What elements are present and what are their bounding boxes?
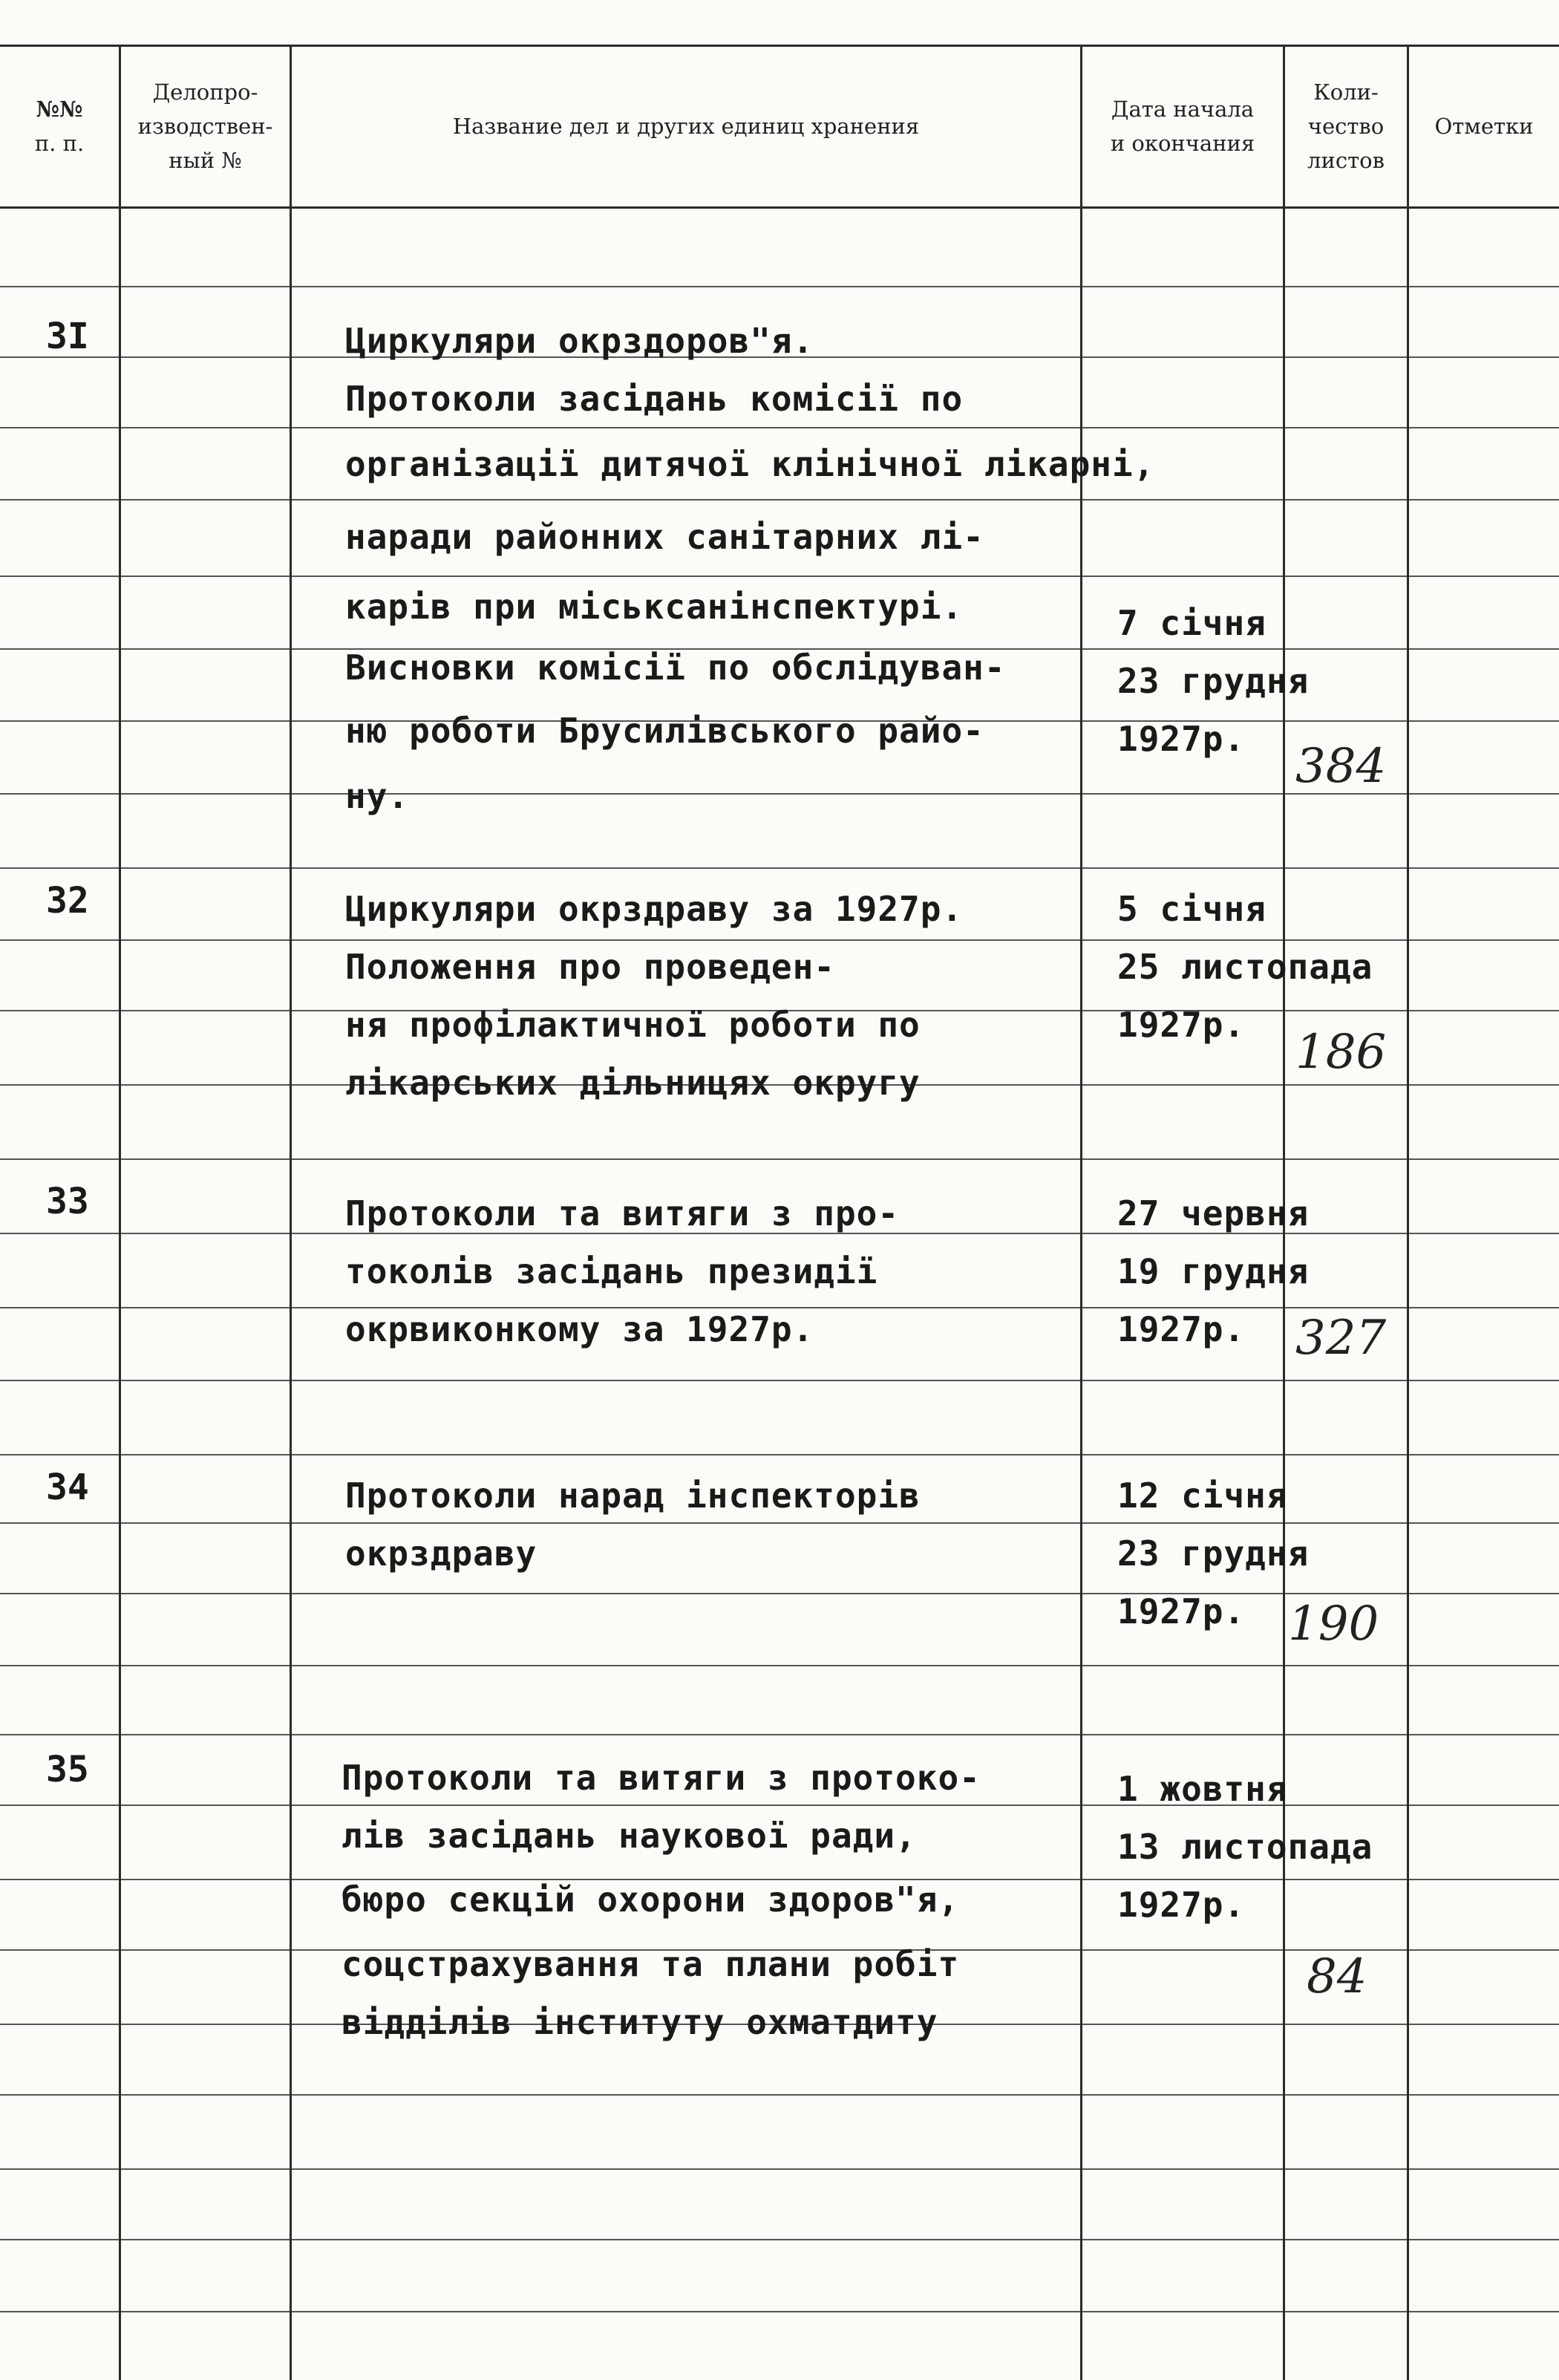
entry-number: 3I bbox=[46, 316, 89, 357]
entry-title bbox=[345, 1184, 899, 1358]
row-rule bbox=[0, 1454, 1559, 1455]
header-sheets-column bbox=[1285, 52, 1407, 200]
entry-start-date: 12 січня bbox=[1117, 1476, 1288, 1516]
header-number-line1: №№ bbox=[36, 97, 83, 122]
entry-title-line: ня профілактичної роботи по bbox=[345, 1005, 921, 1045]
entry-sheet-count: 327 bbox=[1295, 1311, 1387, 1366]
entry-number: 32 bbox=[46, 880, 89, 922]
entry-start-date: 5 січня bbox=[1117, 889, 1267, 929]
entry-year: 1927р. bbox=[1117, 719, 1246, 759]
entry-title-line: бюро секцій охорони здоров"я, bbox=[341, 1879, 960, 1920]
entry-dates bbox=[1117, 1467, 1309, 1640]
entry-title-line: наради районних санітарних лі- bbox=[345, 517, 984, 557]
row-rule bbox=[0, 2168, 1559, 2170]
row-rule bbox=[0, 2094, 1559, 2096]
header-sheets-line1: Коли- bbox=[1313, 79, 1379, 105]
column-rule bbox=[290, 45, 292, 2380]
entry-title bbox=[345, 1467, 921, 1582]
header-sheets-line3: листов bbox=[1307, 148, 1385, 173]
entry-title-line: лікарських дільницях округу bbox=[345, 1063, 921, 1103]
entry-title bbox=[341, 1749, 981, 2051]
entry-title-line: токолів засідань президії bbox=[345, 1251, 878, 1291]
entry-title-line: Циркуляри окрздраву за 1927р. bbox=[345, 889, 964, 929]
entry-title-line: лів засідань наукової ради, bbox=[341, 1816, 917, 1856]
column-rule bbox=[1407, 45, 1409, 2380]
header-sheets-line2: чество bbox=[1307, 114, 1385, 139]
entry-dates bbox=[1117, 594, 1309, 768]
entry-end-date: 19 грудня bbox=[1117, 1251, 1310, 1291]
row-rule bbox=[0, 1158, 1559, 1160]
header-notes-label: Отметки bbox=[1434, 114, 1534, 139]
entry-number: 33 bbox=[46, 1181, 89, 1222]
header-number-column bbox=[0, 52, 119, 200]
entry-title-line: карів при міськсанінспектурі. bbox=[345, 587, 964, 627]
entry-title-line: Протоколи нарад інспекторів bbox=[345, 1476, 921, 1516]
row-rule bbox=[0, 1734, 1559, 1735]
column-rule bbox=[119, 45, 121, 2380]
header-notes-column bbox=[1409, 52, 1559, 200]
header-office-line3: ный № bbox=[169, 148, 242, 173]
header-title-label: Название дел и других единиц хранения bbox=[452, 114, 920, 139]
entry-end-date: 23 грудня bbox=[1117, 661, 1310, 701]
entry-title-line: ну. bbox=[345, 776, 410, 816]
header-top-rule bbox=[0, 45, 1559, 47]
entry-end-date: 25 листопада bbox=[1117, 947, 1373, 987]
row-rule bbox=[0, 867, 1559, 869]
row-rule bbox=[0, 2239, 1559, 2240]
entry-end-date: 13 листопада bbox=[1117, 1827, 1373, 1867]
header-office-number-column bbox=[121, 52, 290, 200]
header-dates-column bbox=[1082, 52, 1283, 200]
entry-title-line: відділів інституту охматдиту bbox=[341, 2002, 938, 2042]
row-rule bbox=[0, 2311, 1559, 2312]
entry-start-date: 1 жовтня bbox=[1117, 1769, 1288, 1809]
row-rule bbox=[0, 286, 1559, 287]
entry-title-line: Протоколи засідань комісії по bbox=[345, 379, 964, 419]
entry-number: 34 bbox=[46, 1467, 89, 1508]
header-dates-line1: Дата начала bbox=[1111, 97, 1255, 122]
entry-title-line: Висновки комісії по обслідуван- bbox=[345, 648, 1006, 688]
entry-title-line: організації дитячої клінічної лікарні, bbox=[345, 444, 1155, 484]
entry-sheet-count: 190 bbox=[1288, 1597, 1379, 1652]
row-rule bbox=[0, 1665, 1559, 1666]
entry-title bbox=[345, 312, 1154, 826]
row-rule bbox=[0, 1380, 1559, 1381]
entry-title-line: Протоколи та витяги з про- bbox=[345, 1193, 900, 1233]
entry-title-line: Положення про проведен- bbox=[345, 947, 835, 987]
entry-title-line: окрвиконкому за 1927р. bbox=[345, 1309, 814, 1349]
header-dates-line2: и окончания bbox=[1110, 131, 1255, 156]
entry-year: 1927р. bbox=[1117, 1309, 1246, 1349]
entry-dates bbox=[1117, 1760, 1373, 1934]
row-rule bbox=[0, 1593, 1559, 1594]
header-bottom-rule bbox=[0, 206, 1559, 209]
header-number-line2: п. п. bbox=[34, 131, 85, 156]
entry-start-date: 27 червня bbox=[1117, 1193, 1310, 1233]
entry-sheet-count: 384 bbox=[1295, 739, 1387, 794]
header-office-line1: Делопро- bbox=[152, 79, 258, 105]
entry-end-date: 23 грудня bbox=[1117, 1533, 1310, 1574]
entry-dates bbox=[1117, 1184, 1309, 1358]
header-title-column bbox=[292, 52, 1080, 200]
entry-year: 1927р. bbox=[1117, 1591, 1246, 1631]
header-office-line2: изводствен- bbox=[137, 114, 273, 139]
entry-title bbox=[345, 880, 963, 1112]
entry-title-line: соцстрахування та плани робіт bbox=[341, 1944, 960, 1984]
entry-sheet-count: 84 bbox=[1307, 1949, 1367, 2004]
entry-start-date: 7 січня bbox=[1117, 603, 1267, 643]
entry-year: 1927р. bbox=[1117, 1005, 1246, 1045]
entry-title-line: Протоколи та витяги з протоко- bbox=[341, 1758, 981, 1798]
entry-title-line: Циркуляри окрздоров"я. bbox=[345, 321, 814, 361]
entry-title-line: окрздраву bbox=[345, 1533, 537, 1574]
entry-number: 35 bbox=[46, 1749, 89, 1790]
entry-sheet-count: 186 bbox=[1295, 1025, 1387, 1080]
entry-year: 1927р. bbox=[1117, 1885, 1246, 1925]
entry-title-line: ню роботи Брусилівського райо- bbox=[345, 711, 984, 751]
